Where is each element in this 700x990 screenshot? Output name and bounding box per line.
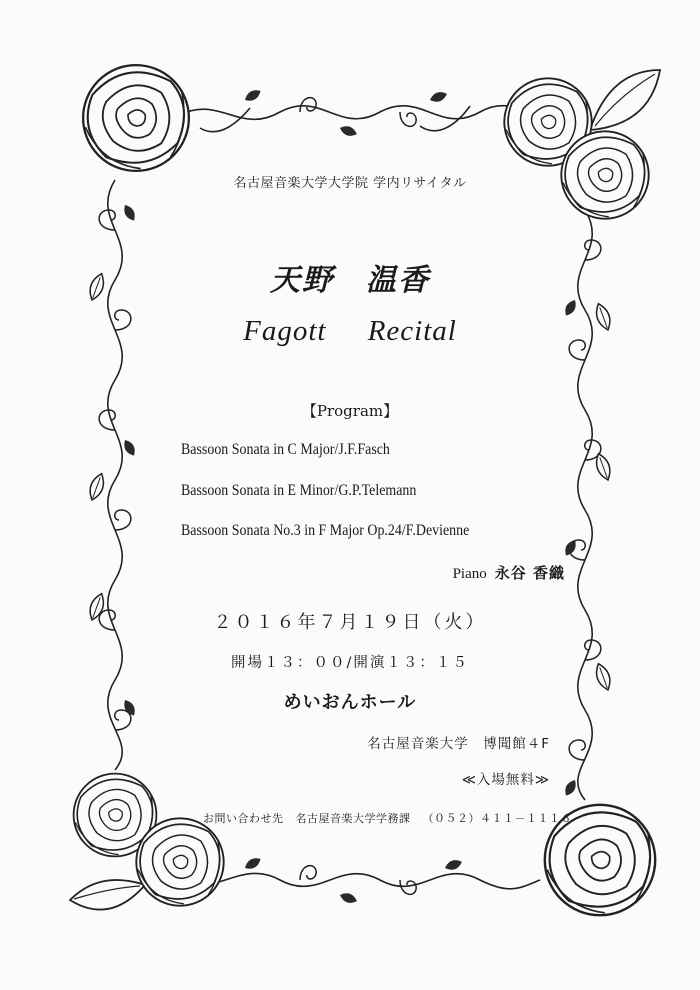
venue-name: めいおんホール <box>283 692 417 713</box>
pianist-name: 永谷 香織 <box>494 564 565 582</box>
performer-name: 天野 温香 <box>270 263 430 298</box>
program-piece: Bassoon Sonata in C Major/J.F.Fasch <box>181 441 390 458</box>
contact-line <box>203 810 584 826</box>
organizer-text: 名古屋音楽大学大学院 学内リサイタル <box>233 176 467 191</box>
contact-label: お問い合わせ先 <box>203 812 284 825</box>
admission-note: ≪入場無料≫ <box>461 772 550 788</box>
pianist-label: Piano <box>452 566 487 582</box>
pianist-credit <box>453 562 565 583</box>
contact-phone: （０５２）４１１－１１１６ <box>422 812 572 825</box>
recital-word: Recital <box>367 315 457 347</box>
contact-office: 名古屋音楽大学学務課 <box>295 812 411 825</box>
program-piece: Bassoon Sonata in E Minor/G.P.Telemann <box>181 482 417 499</box>
program-heading: 【Program】 <box>301 402 399 420</box>
program-piece: Bassoon Sonata No.3 in F Major Op.24/F.Devienne <box>181 522 470 539</box>
concert-date: ２０１６年７月１９日（火） <box>213 612 487 633</box>
door-and-start-times: 開場１３：００/開演１３：１５ <box>231 655 469 671</box>
recital-title <box>0 315 700 348</box>
recital-instrument: Fagott <box>243 315 327 347</box>
venue-address: 名古屋音楽大学 博聞館４F <box>367 736 550 752</box>
